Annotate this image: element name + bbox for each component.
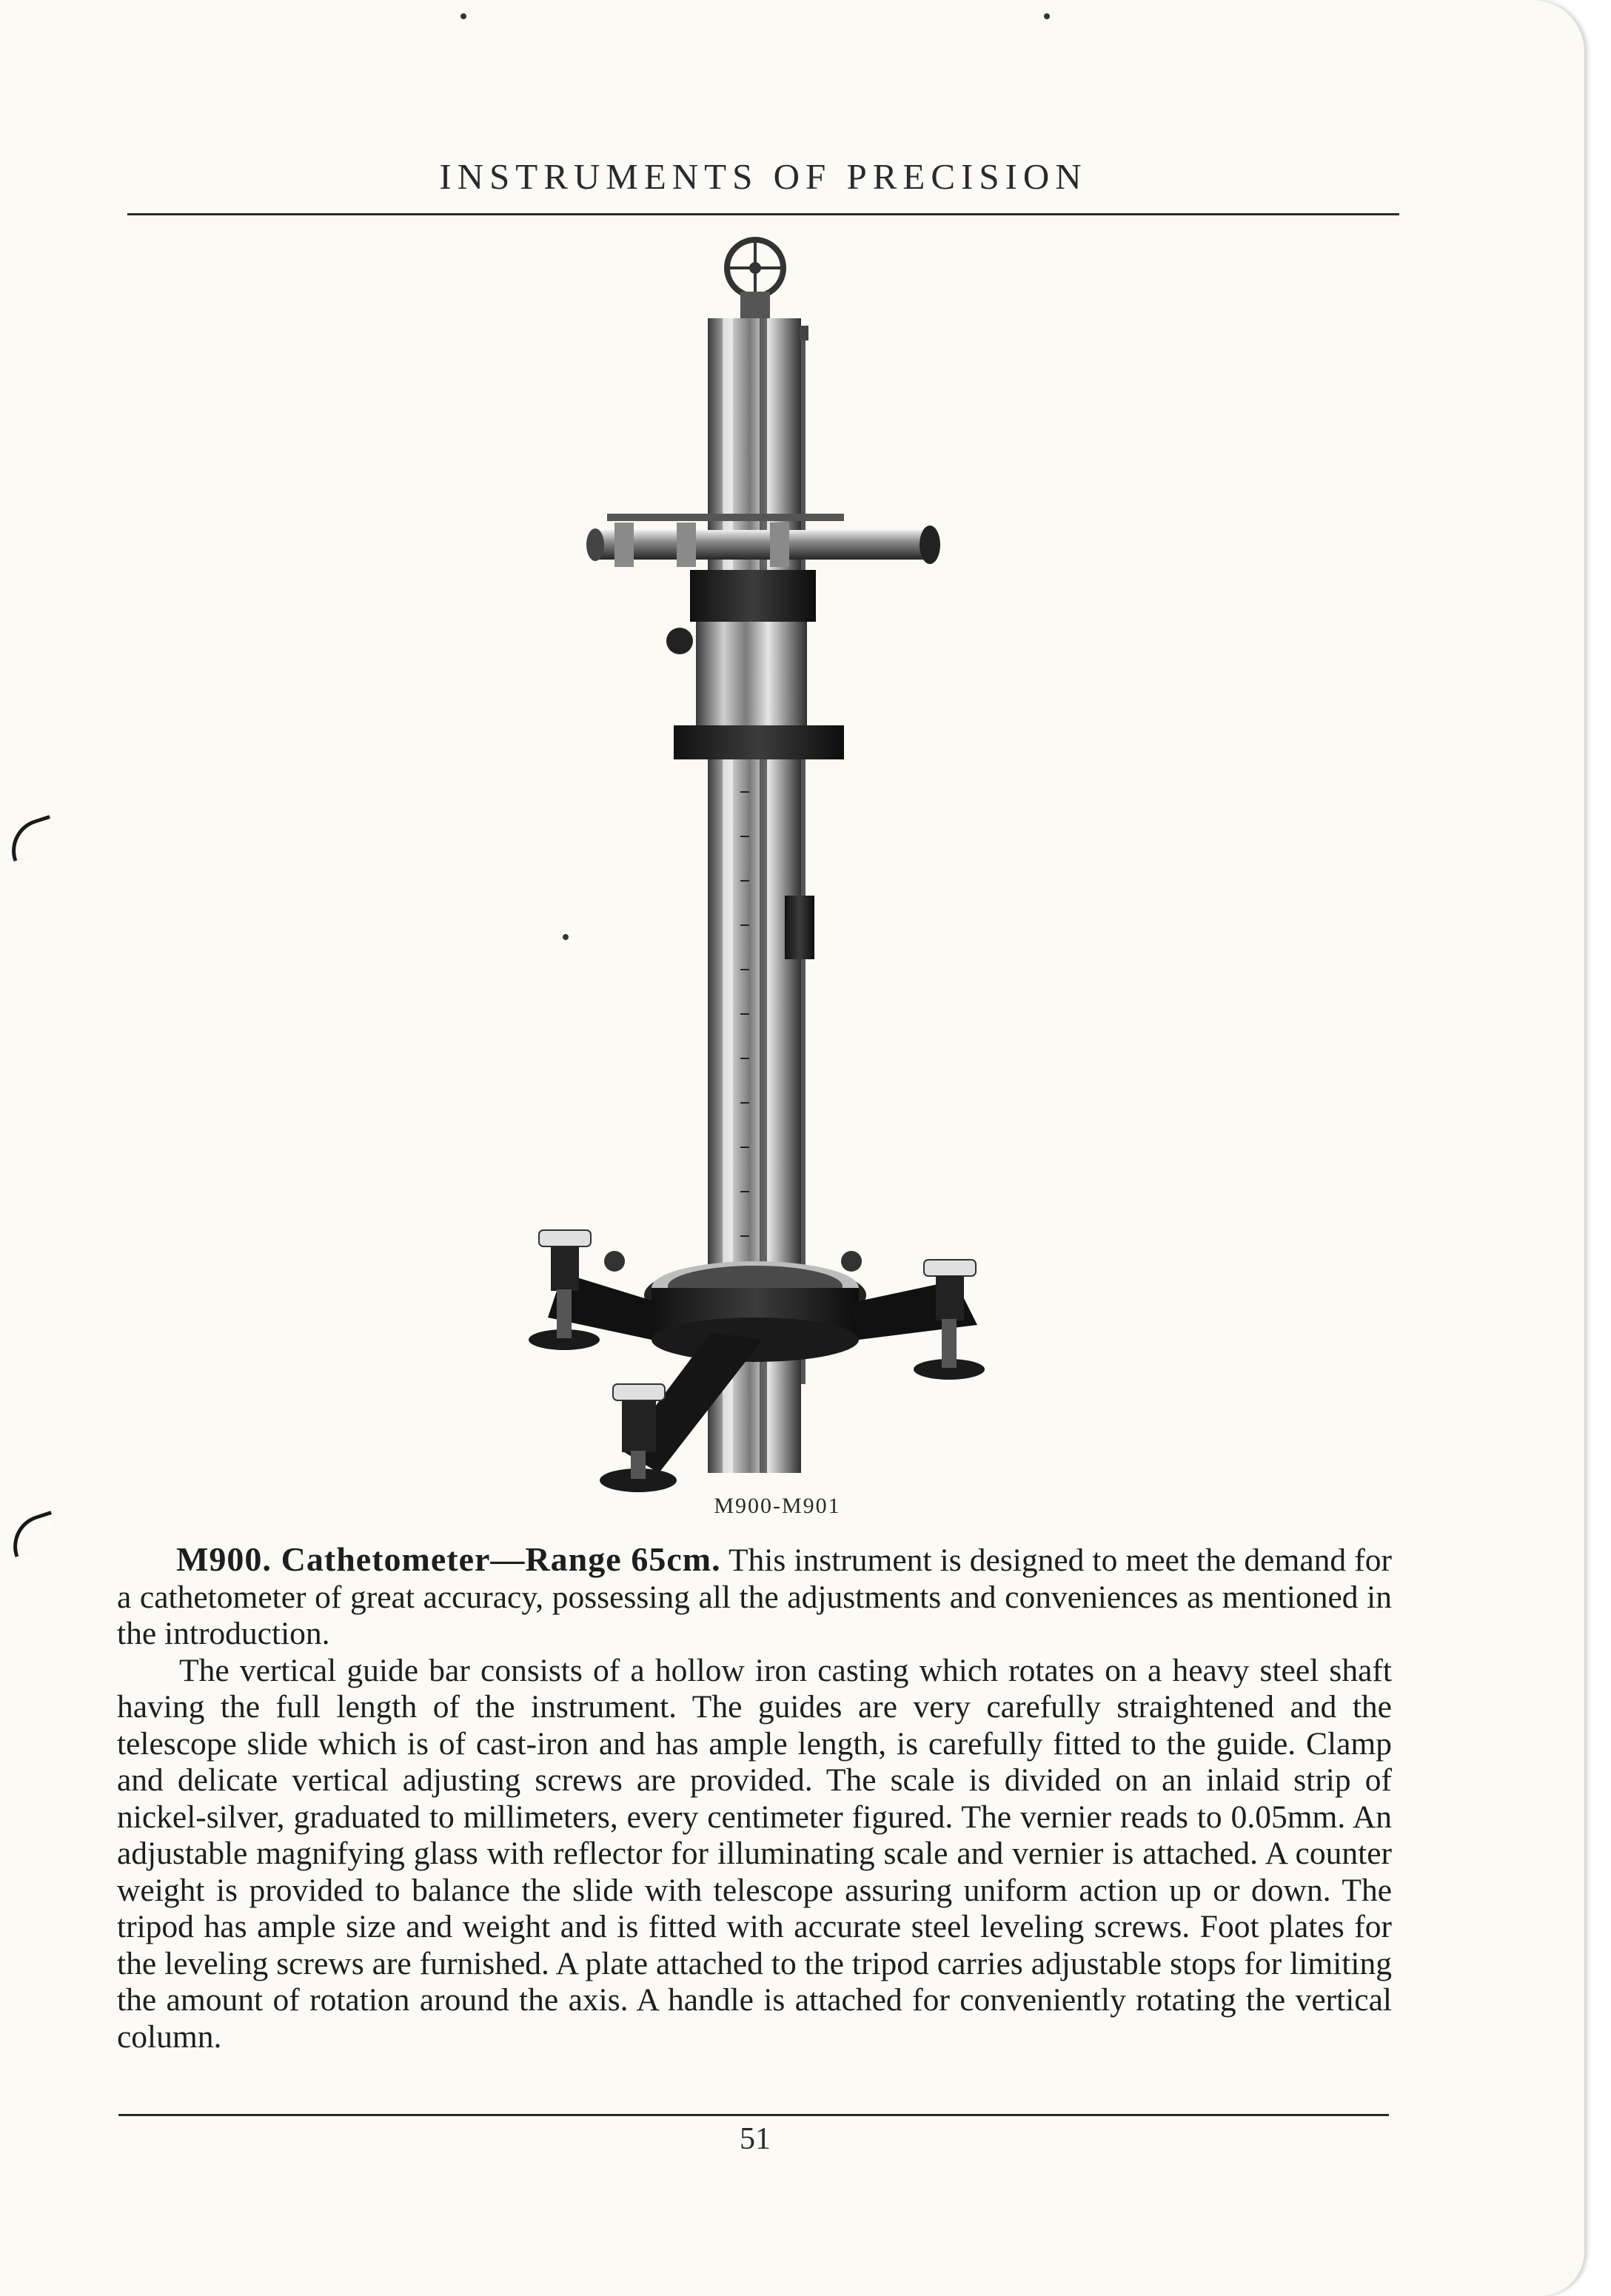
page-header: INSTRUMENTS OF PRECISION	[439, 156, 1088, 197]
footer-rule	[118, 2114, 1389, 2116]
page-number: 51	[740, 2122, 771, 2156]
figure	[518, 229, 1036, 1503]
punch-hole-mark	[4, 815, 60, 862]
figure-caption: M900-M901	[714, 1494, 841, 1518]
speck-mark	[1044, 13, 1050, 19]
paragraph-2: The vertical guide bar consists of a hollow iron casting which rotates on a heavy steel shaft having the full length of the instrument. The guides are very carefully straightened and the telescope slide which is of cast-iron and has ample length, is carefully fitted to the guide. Clamp and delicate vertical adjusting screws are provided. The scale is divided on an inlaid strip of nickel-silver, graduated to millimeters, every centimeter figured. The vernier reads to 0.05mm. An adjustable magnifying glass with reflector for illuminating scale and vernier is attached. A counter weight is provided to balance the slide with telescope assuring uniform action up or down. The tripod has ample size and weight and is fitted with accurate steel leveling screws. Foot plates for the leveling screws are furnished. A plate attached to the tripod carries adjustable stops for limiting the amount of rotation around the axis. A handle is attached for conveniently rotating the vertical column.	[117, 1652, 1392, 2055]
punch-hole-mark	[5, 1511, 61, 1557]
paragraph-lead: M900. Cathetometer—Range 65cm.	[176, 1540, 721, 1578]
cathetometer-illustration-icon	[518, 229, 1036, 1503]
speck-mark	[563, 934, 569, 940]
header-rule	[127, 213, 1399, 215]
paragraph-1	[117, 1541, 1392, 1653]
paragraph-1-text: This instrument is designed to meet the demand for a cathetometer of great accuracy, possessing all the adjustments and conveniences as mentioned in the introduction.	[117, 1543, 1392, 1651]
body-text	[117, 1541, 1392, 2055]
speck-mark	[460, 13, 466, 19]
